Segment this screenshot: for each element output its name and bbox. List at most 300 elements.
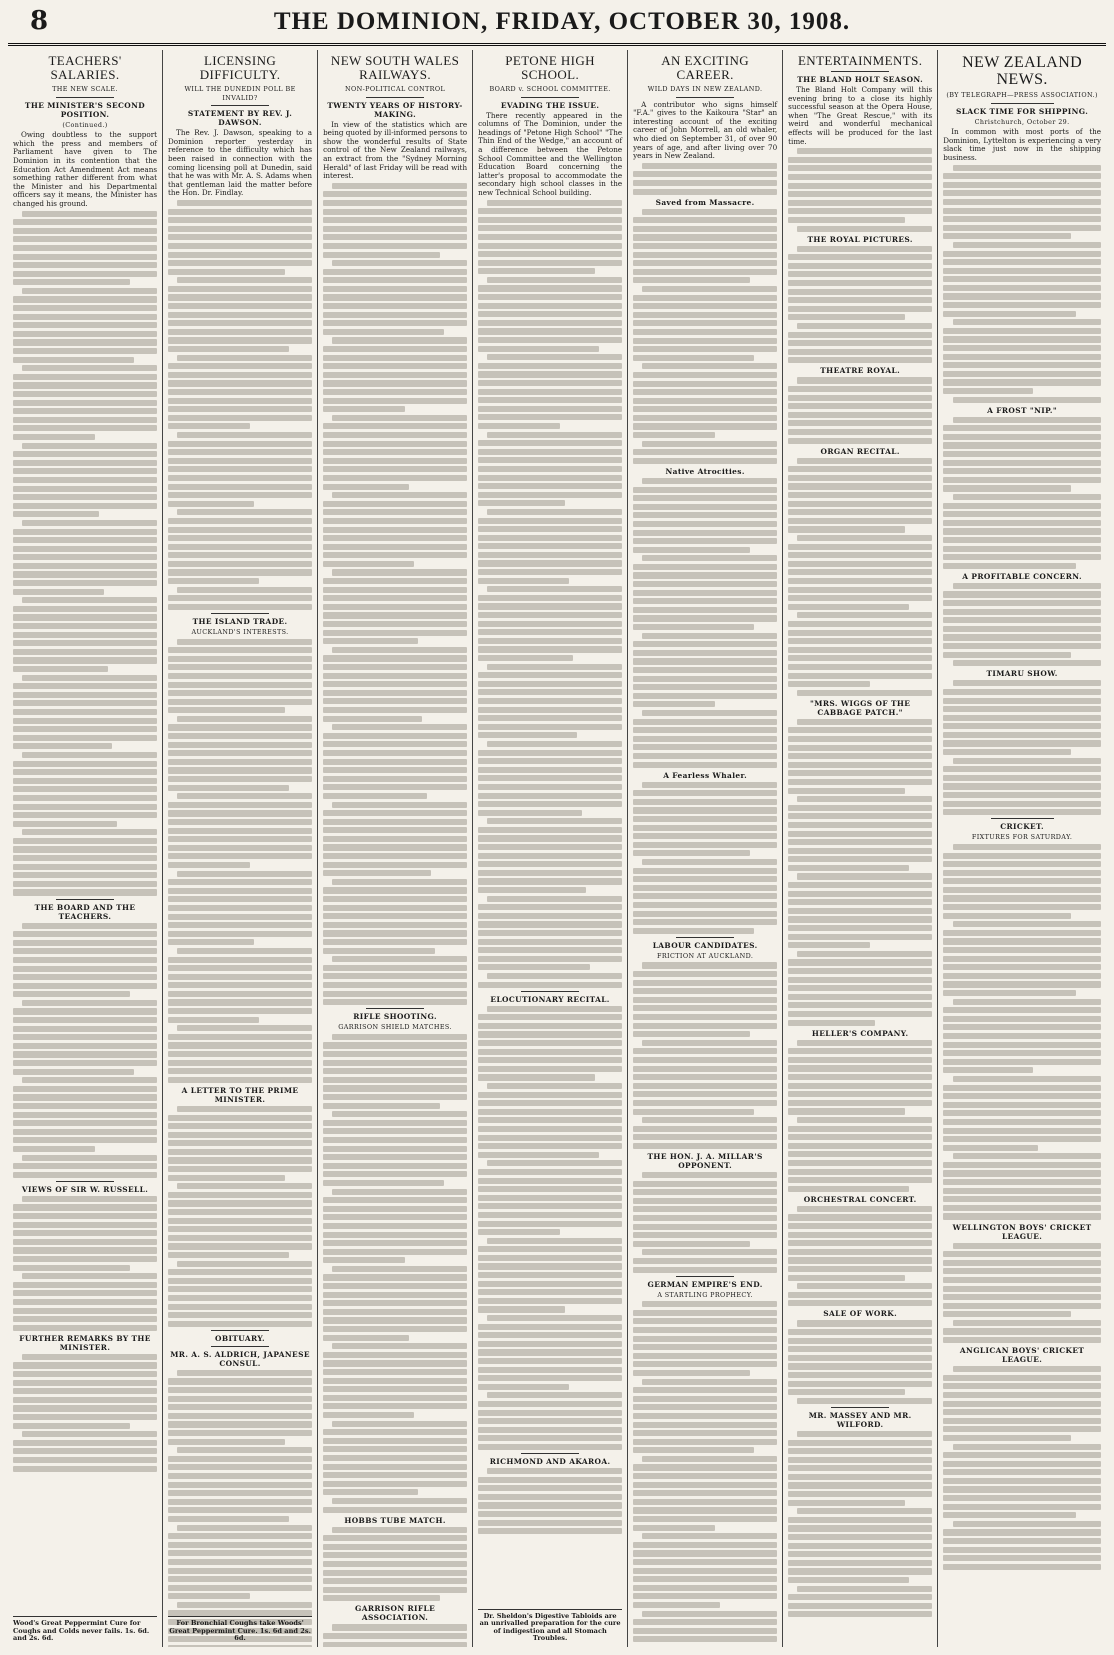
text-line — [478, 1444, 622, 1450]
text-line — [943, 1016, 1101, 1022]
text-line — [633, 1224, 777, 1230]
text-line — [788, 349, 932, 355]
text-line — [168, 234, 312, 240]
text-line — [788, 217, 905, 223]
text-line — [168, 604, 312, 610]
text-line — [797, 1117, 932, 1123]
text-line — [633, 1447, 754, 1453]
section-heading: THE MINISTER'S SECOND POSITION. — [24, 100, 146, 119]
text-block — [943, 583, 1101, 666]
text-line — [13, 614, 157, 620]
text-line — [943, 775, 1101, 781]
column-6 — [783, 50, 938, 1647]
text-line — [788, 492, 932, 498]
text-line — [788, 165, 932, 171]
text-line — [633, 876, 777, 882]
text-line — [323, 1068, 467, 1074]
text-line — [633, 598, 777, 604]
text-line — [943, 1452, 1101, 1458]
text-line — [633, 1057, 777, 1063]
text-line — [332, 802, 467, 808]
text-line — [943, 1512, 1076, 1518]
text-line — [13, 580, 157, 586]
text-line — [13, 1325, 157, 1331]
article-subtitle: WILD DAYS IN NEW ZEALAND. — [647, 85, 763, 93]
text-line — [478, 303, 622, 309]
text-line — [13, 692, 157, 698]
text-line — [168, 595, 312, 601]
text-line — [478, 1246, 622, 1252]
text-line — [478, 1135, 622, 1141]
text-line — [633, 329, 777, 335]
text-line — [13, 425, 157, 431]
section-heading: THEATRE ROYAL. — [820, 366, 901, 376]
text-line — [633, 538, 777, 544]
text-line — [788, 1177, 932, 1183]
text-line — [323, 1171, 467, 1177]
text-line — [323, 475, 467, 481]
text-line — [13, 219, 157, 225]
text-line — [323, 1552, 467, 1558]
text-line — [943, 861, 1101, 867]
text-line — [788, 848, 932, 854]
text-line — [487, 1392, 622, 1398]
text-line — [168, 1123, 312, 1129]
column-5 — [628, 50, 783, 1647]
text-line — [788, 306, 932, 312]
text-line — [168, 974, 312, 980]
text-line — [168, 699, 312, 705]
text-line — [633, 997, 777, 1003]
text-line — [788, 1134, 932, 1140]
text-line — [788, 544, 932, 550]
text-line — [168, 1559, 312, 1565]
text-block — [13, 1196, 157, 1331]
text-line — [943, 388, 1033, 394]
text-line — [478, 225, 622, 231]
section-subtitle: AUCKLAND'S INTERESTS. — [191, 627, 289, 636]
text-line — [943, 336, 1101, 342]
text-line — [788, 1091, 932, 1097]
text-line — [177, 1025, 312, 1031]
article-subtitle: WILL THE DUNEDIN POLL BE INVALID? — [184, 85, 296, 102]
article-subtitle: THE NEW SCALE. — [52, 85, 118, 93]
text-line — [642, 363, 777, 369]
text-line — [788, 839, 932, 845]
text-block — [788, 458, 932, 696]
text-line — [323, 501, 467, 507]
text-line — [633, 971, 777, 977]
text-line — [633, 1628, 777, 1634]
text-line — [478, 1263, 622, 1269]
text-line — [168, 1017, 259, 1023]
text-line — [332, 1624, 467, 1630]
text-line — [323, 509, 467, 515]
text-line — [323, 423, 467, 429]
columns — [8, 50, 1106, 1647]
text-line — [788, 1057, 932, 1063]
text-line — [168, 1286, 312, 1292]
text-line — [332, 415, 467, 421]
section-heading: MR. A. S. ALDRICH, JAPANESE CONSUL. — [170, 1349, 310, 1368]
text-line — [478, 913, 622, 919]
text-line — [168, 209, 312, 215]
text-line — [788, 1100, 932, 1106]
text-line — [633, 252, 777, 258]
text-line — [478, 518, 622, 524]
text-line — [943, 554, 1101, 560]
text-line — [323, 1369, 467, 1375]
text-line — [788, 1126, 932, 1132]
text-line — [323, 518, 467, 524]
text-line — [953, 1521, 1101, 1527]
text-line — [168, 1269, 312, 1275]
text-line — [478, 1298, 622, 1304]
text-line — [478, 715, 622, 721]
text-line — [323, 948, 435, 954]
text-line — [943, 1311, 1071, 1317]
text-line — [642, 286, 777, 292]
text-line — [478, 750, 622, 756]
text-block — [943, 417, 1101, 569]
text-line — [642, 962, 777, 968]
text-line — [22, 211, 157, 217]
text-line — [788, 208, 932, 214]
text-line — [943, 930, 1101, 936]
text-line — [788, 1249, 932, 1255]
text-line — [323, 690, 467, 696]
text-line — [13, 1163, 157, 1169]
text-line — [168, 1430, 312, 1436]
text-line — [478, 1195, 622, 1201]
text-line — [177, 948, 312, 954]
text-line — [788, 1329, 932, 1335]
text-line — [13, 511, 99, 517]
text-line — [943, 537, 1101, 543]
text-line — [788, 1448, 932, 1454]
text-line — [168, 329, 312, 335]
text-line — [478, 208, 622, 214]
text-line — [22, 1155, 157, 1161]
text-line — [943, 801, 1101, 807]
text-line — [13, 743, 112, 749]
text-line — [323, 1438, 467, 1444]
text-block — [633, 782, 777, 934]
column-1 — [8, 50, 163, 1647]
text-line — [642, 1456, 777, 1462]
text-line — [13, 1060, 157, 1066]
text-line — [323, 1103, 440, 1109]
text-line — [478, 397, 622, 403]
text-line — [323, 1120, 467, 1126]
text-line — [633, 893, 777, 899]
text-line — [13, 974, 157, 980]
text-line — [168, 1157, 312, 1163]
text-line — [633, 277, 750, 283]
text-line — [168, 337, 312, 343]
text-line — [323, 466, 467, 472]
text-line — [323, 862, 467, 868]
text-line — [478, 500, 564, 506]
text-line — [788, 779, 932, 785]
page-number: 8 — [30, 6, 49, 36]
text-line — [633, 868, 777, 874]
text-line — [788, 1381, 932, 1387]
text-line — [323, 827, 467, 833]
text-line — [478, 1126, 622, 1132]
text-line — [633, 458, 777, 464]
text-line — [943, 1538, 1101, 1544]
text-line — [633, 1353, 777, 1359]
text-line — [168, 1516, 289, 1522]
text-line — [478, 1203, 622, 1209]
text-line — [487, 1006, 622, 1012]
text-line — [478, 535, 622, 541]
text-line — [943, 1033, 1101, 1039]
text-line — [168, 1278, 312, 1284]
text-block — [168, 1106, 312, 1327]
text-line — [788, 655, 932, 661]
text-line — [478, 1212, 622, 1218]
text-line — [797, 796, 932, 802]
section-subtitle: A STARTLING PROPHECY. — [657, 1290, 753, 1299]
text-line — [633, 693, 777, 699]
section-heading: ANGLICAN BOYS' CRICKET LEAGUE. — [959, 1346, 1085, 1365]
text-line — [788, 805, 932, 811]
section-heading: HOBBS TUBE MATCH. — [344, 1515, 446, 1525]
text-line — [323, 303, 467, 309]
text-line — [168, 1149, 312, 1155]
text-line — [323, 552, 467, 558]
text-line — [633, 1593, 777, 1599]
text-line — [487, 509, 622, 515]
text-line — [633, 919, 777, 925]
text-line — [478, 1169, 622, 1175]
text-line — [487, 818, 622, 824]
text-line — [323, 1378, 467, 1384]
text-line — [323, 698, 467, 704]
text-line — [487, 1160, 622, 1166]
text-line — [788, 813, 932, 819]
text-line — [332, 724, 467, 730]
text-line — [323, 1274, 467, 1280]
text-line — [13, 374, 157, 380]
text-line — [168, 380, 312, 386]
text-line — [13, 1380, 157, 1386]
text-line — [633, 372, 777, 378]
text-line — [168, 664, 312, 670]
text-line — [633, 1550, 777, 1556]
text-line — [943, 182, 1101, 188]
text-line — [633, 744, 777, 750]
text-line — [478, 732, 577, 738]
text-line — [168, 552, 312, 558]
text-line — [478, 217, 622, 223]
article-title: NEW ZEALAND NEWS. — [962, 54, 1083, 88]
text-line — [943, 1205, 1101, 1211]
text-line — [943, 460, 1101, 466]
text-line — [168, 939, 254, 945]
text-line — [478, 1494, 622, 1500]
text-line — [478, 1435, 622, 1441]
text-line — [633, 1091, 777, 1097]
text-line — [478, 1289, 622, 1295]
text-line — [478, 982, 622, 988]
text-line — [22, 923, 157, 929]
text-line — [633, 1189, 777, 1195]
text-line — [478, 1306, 564, 1312]
text-line — [13, 1448, 157, 1454]
text-line — [168, 441, 312, 447]
text-block — [943, 1243, 1101, 1344]
dateline: Christchurch, October 29. — [974, 117, 1070, 126]
text-line — [633, 753, 777, 759]
text-line — [168, 1550, 312, 1556]
text-line — [943, 1196, 1101, 1202]
text-line — [943, 732, 1101, 738]
text-line — [633, 530, 777, 536]
text-line — [943, 652, 1071, 658]
text-line — [478, 1221, 622, 1227]
text-line — [633, 423, 777, 429]
text-line — [323, 853, 467, 859]
text-line — [797, 458, 932, 464]
text-line — [633, 295, 777, 301]
text-line — [168, 682, 312, 688]
text-line — [943, 1145, 1038, 1151]
text-line — [13, 537, 157, 543]
text-line — [13, 1423, 130, 1429]
text-line — [13, 1466, 157, 1472]
text-line — [478, 449, 622, 455]
text-line — [633, 736, 777, 742]
text-line — [478, 1341, 622, 1347]
text-line — [943, 947, 1101, 953]
text-line — [478, 1057, 622, 1063]
text-line — [633, 1267, 777, 1273]
text-line — [943, 1093, 1101, 1099]
text-line — [13, 1316, 157, 1322]
text-line — [788, 1577, 909, 1583]
text-line — [633, 1318, 777, 1324]
text-line — [177, 1370, 312, 1376]
text-line — [13, 339, 157, 345]
text-line — [13, 434, 95, 440]
article-subtitle: (BY TELEGRAPH—PRESS ASSOCIATION.) — [946, 91, 1098, 99]
text-line — [13, 1026, 157, 1032]
text-block — [788, 1040, 932, 1192]
text-line — [323, 870, 431, 876]
text-line — [633, 1066, 777, 1072]
text-line — [323, 226, 467, 232]
text-line — [788, 1275, 905, 1281]
text-line — [943, 1418, 1101, 1424]
section-heading: TIMARU SHOW. — [986, 669, 1058, 679]
text-line — [478, 870, 622, 876]
text-line — [13, 477, 157, 483]
text-line — [478, 1427, 622, 1433]
text-line — [943, 853, 1101, 859]
text-line — [797, 1040, 932, 1046]
text-line — [943, 379, 1101, 385]
text-line — [168, 372, 312, 378]
text-line — [323, 1464, 467, 1470]
text-block — [323, 1034, 467, 1513]
text-line — [13, 357, 134, 363]
text-line — [478, 1502, 622, 1508]
text-line — [478, 1281, 622, 1287]
text-line — [943, 1486, 1101, 1492]
text-line — [332, 956, 467, 962]
text-line — [478, 1528, 622, 1534]
text-line — [13, 931, 157, 937]
text-line — [788, 1143, 932, 1149]
text-line — [633, 572, 777, 578]
text-line — [168, 312, 312, 318]
text-line — [633, 799, 777, 805]
text-line — [943, 371, 1101, 377]
text-line — [323, 1240, 467, 1246]
section-heading: WELLINGTON BOYS' CRICKET LEAGUE. — [952, 1222, 1092, 1241]
text-line — [633, 449, 777, 455]
text-line — [788, 916, 932, 922]
text-line — [332, 1527, 467, 1533]
text-line — [633, 1232, 777, 1238]
section-heading: VIEWS OF SIR W. RUSSELL. — [21, 1184, 149, 1194]
text-line — [633, 217, 777, 223]
text-line — [323, 432, 467, 438]
section-heading: A LETTER TO THE PRIME MINISTER. — [181, 1085, 299, 1104]
text-line — [323, 612, 467, 618]
section-heading: Saved from Massacre. — [655, 197, 755, 207]
text-line — [13, 228, 157, 234]
text-line — [168, 922, 312, 928]
text-line — [633, 1422, 777, 1428]
text-line — [13, 735, 157, 741]
text-line — [633, 590, 777, 596]
text-line — [323, 320, 467, 326]
text-line — [943, 1188, 1101, 1194]
text-line — [13, 948, 157, 954]
text-line — [797, 226, 932, 232]
text-line — [478, 1349, 622, 1355]
text-line — [788, 1457, 932, 1463]
text-line — [13, 408, 157, 414]
text-line — [478, 1117, 622, 1123]
text-line — [478, 904, 622, 910]
text-line — [642, 710, 777, 716]
section-heading: RICHMOND AND AKAROA. — [489, 1457, 611, 1467]
text-line — [788, 1214, 932, 1220]
text-line — [633, 1585, 777, 1591]
text-line — [478, 251, 622, 257]
text-line — [943, 1401, 1101, 1407]
text-line — [22, 829, 157, 835]
text-line — [478, 853, 622, 859]
text-line — [323, 1042, 467, 1048]
text-line — [478, 939, 622, 945]
text-line — [788, 1338, 932, 1344]
text-line — [788, 681, 870, 687]
text-line — [168, 415, 312, 421]
text-block — [13, 923, 157, 1178]
text-line — [953, 583, 1101, 589]
text-line — [633, 487, 777, 493]
text-line — [168, 1304, 312, 1310]
text-line — [13, 872, 157, 878]
text-line — [168, 1077, 312, 1083]
text-line — [943, 362, 1101, 368]
